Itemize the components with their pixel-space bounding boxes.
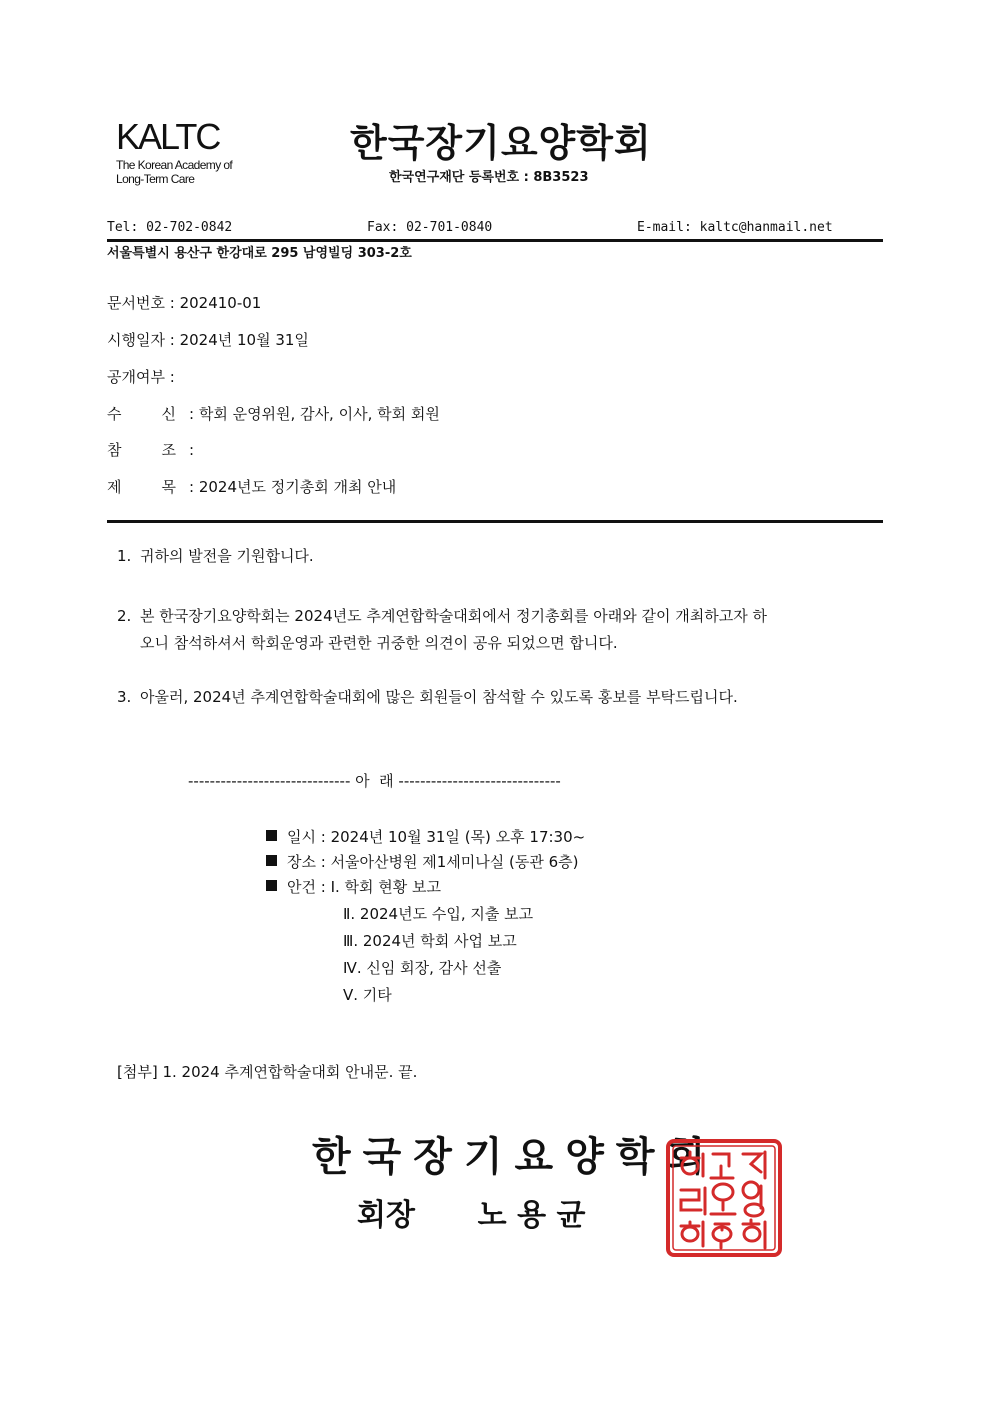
square-bullet-icon	[266, 880, 277, 891]
tel: Tel: 02-702-0842	[107, 220, 233, 235]
reference-label-c1: 참	[107, 441, 122, 459]
paragraph-3	[117, 684, 887, 711]
doc-number	[107, 292, 261, 314]
reference-label	[107, 439, 176, 461]
official-seal-icon	[665, 1138, 783, 1258]
paragraph-2	[117, 603, 887, 657]
paragraph-1-number: 1.	[117, 547, 132, 565]
paragraph-1-text: 귀하의 발전을 기원합니다.	[140, 547, 314, 565]
detail-agenda	[266, 875, 441, 900]
subject-sep: :	[189, 478, 199, 496]
logo-subtitle	[116, 158, 232, 186]
paragraph-1	[117, 543, 887, 570]
email: E-mail: kaltc@hanmail.net	[637, 220, 833, 235]
signature-president	[357, 1196, 585, 1236]
detail-place	[266, 850, 579, 875]
public-status-label: 공개여부 :	[107, 368, 180, 386]
public-status	[107, 366, 180, 388]
recipient	[107, 403, 440, 425]
org-title: 한국장기요양학회	[350, 121, 652, 165]
paragraph-3-text: 아울러, 2024년 추계연합학술대회에 많은 회원들이 참석할 수 있도록 홍보를 부탁드립니다.	[140, 688, 738, 706]
subject-label	[107, 476, 176, 498]
detail-place-text: 장소 : 서울아산병원 제1세미나실 (동관 6층)	[287, 853, 579, 871]
issue-date	[107, 329, 309, 351]
reference-sep: :	[189, 441, 199, 459]
recipient-sep: :	[189, 405, 199, 423]
logo-kaltc: KALTC	[116, 116, 220, 157]
paragraph-2-line1: 본 한국장기요양학회는 2024년도 추계연합학술대회에서 정기총회를 아래와 같이 개최하고자 하	[140, 607, 767, 625]
paragraph-2-number: 2.	[117, 607, 132, 625]
signature-name: 노 용 균	[477, 1198, 586, 1233]
address: 서울특별시 용산구 한강대로 295 남영빌딩 303-2호	[107, 246, 412, 261]
recipient-value: 학회 운영위원, 감사, 이사, 학회 회원	[198, 405, 440, 423]
agenda-item-3: Ⅲ. 2024년 학회 사업 보고	[343, 932, 517, 950]
header-rule	[107, 239, 883, 242]
detail-datetime-text: 일시 : 2024년 10월 31일 (목) 오후 17:30~	[287, 828, 586, 846]
issue-date-label: 시행일자 :	[107, 331, 180, 349]
fax: Fax: 02-701-0840	[367, 220, 493, 235]
attachment: [첨부] 1. 2024 추계연합학술대회 안내문. 끝.	[117, 1063, 418, 1081]
detail-datetime	[266, 825, 585, 850]
logo-subtitle-line2: Long-Term Care	[116, 172, 195, 186]
signature-title: 회장	[357, 1198, 415, 1233]
paragraph-2-line2: 오니 참석하셔서 학회운영과 관련한 귀중한 의견이 공유 되었으면 합니다.	[140, 634, 618, 652]
recipient-label	[107, 403, 176, 425]
recipient-label-c1: 수	[107, 405, 122, 423]
agenda-item-5: Ⅴ. 기타	[343, 986, 392, 1004]
agenda-item-1: Ⅰ. 학회 현황 보고	[330, 878, 442, 896]
subject-label-c1: 제	[107, 478, 122, 496]
reference	[107, 439, 199, 461]
square-bullet-icon	[266, 855, 277, 866]
doc-number-label: 문서번호 :	[107, 294, 180, 312]
square-bullet-icon	[266, 830, 277, 841]
subject	[107, 476, 396, 498]
paragraph-3-number: 3.	[117, 688, 132, 706]
issue-date-value: 2024년 10월 31일	[179, 331, 309, 349]
doc-number-value: 202410-01	[179, 294, 262, 312]
detail-agenda-label: 안건 :	[287, 878, 331, 896]
registration-number: 한국연구재단 등록번호 : 8B3523	[389, 170, 589, 185]
reference-label-c2: 조	[161, 441, 176, 459]
details-divider: ------------------------------ 아 래 ------------------------------	[188, 772, 561, 790]
subject-value: 2024년도 정기총회 개최 안내	[198, 478, 397, 496]
logo-subtitle-line1: The Korean Academy of	[116, 158, 233, 172]
signature-org: 한국장기요양학회	[312, 1134, 718, 1180]
agenda-item-2: Ⅱ. 2024년도 수입, 지출 보고	[343, 905, 534, 923]
subject-label-c2: 목	[161, 478, 176, 496]
agenda-item-4: Ⅳ. 신임 회장, 감사 선출	[343, 959, 502, 977]
meta-rule	[107, 520, 883, 523]
recipient-label-c2: 신	[161, 405, 176, 423]
